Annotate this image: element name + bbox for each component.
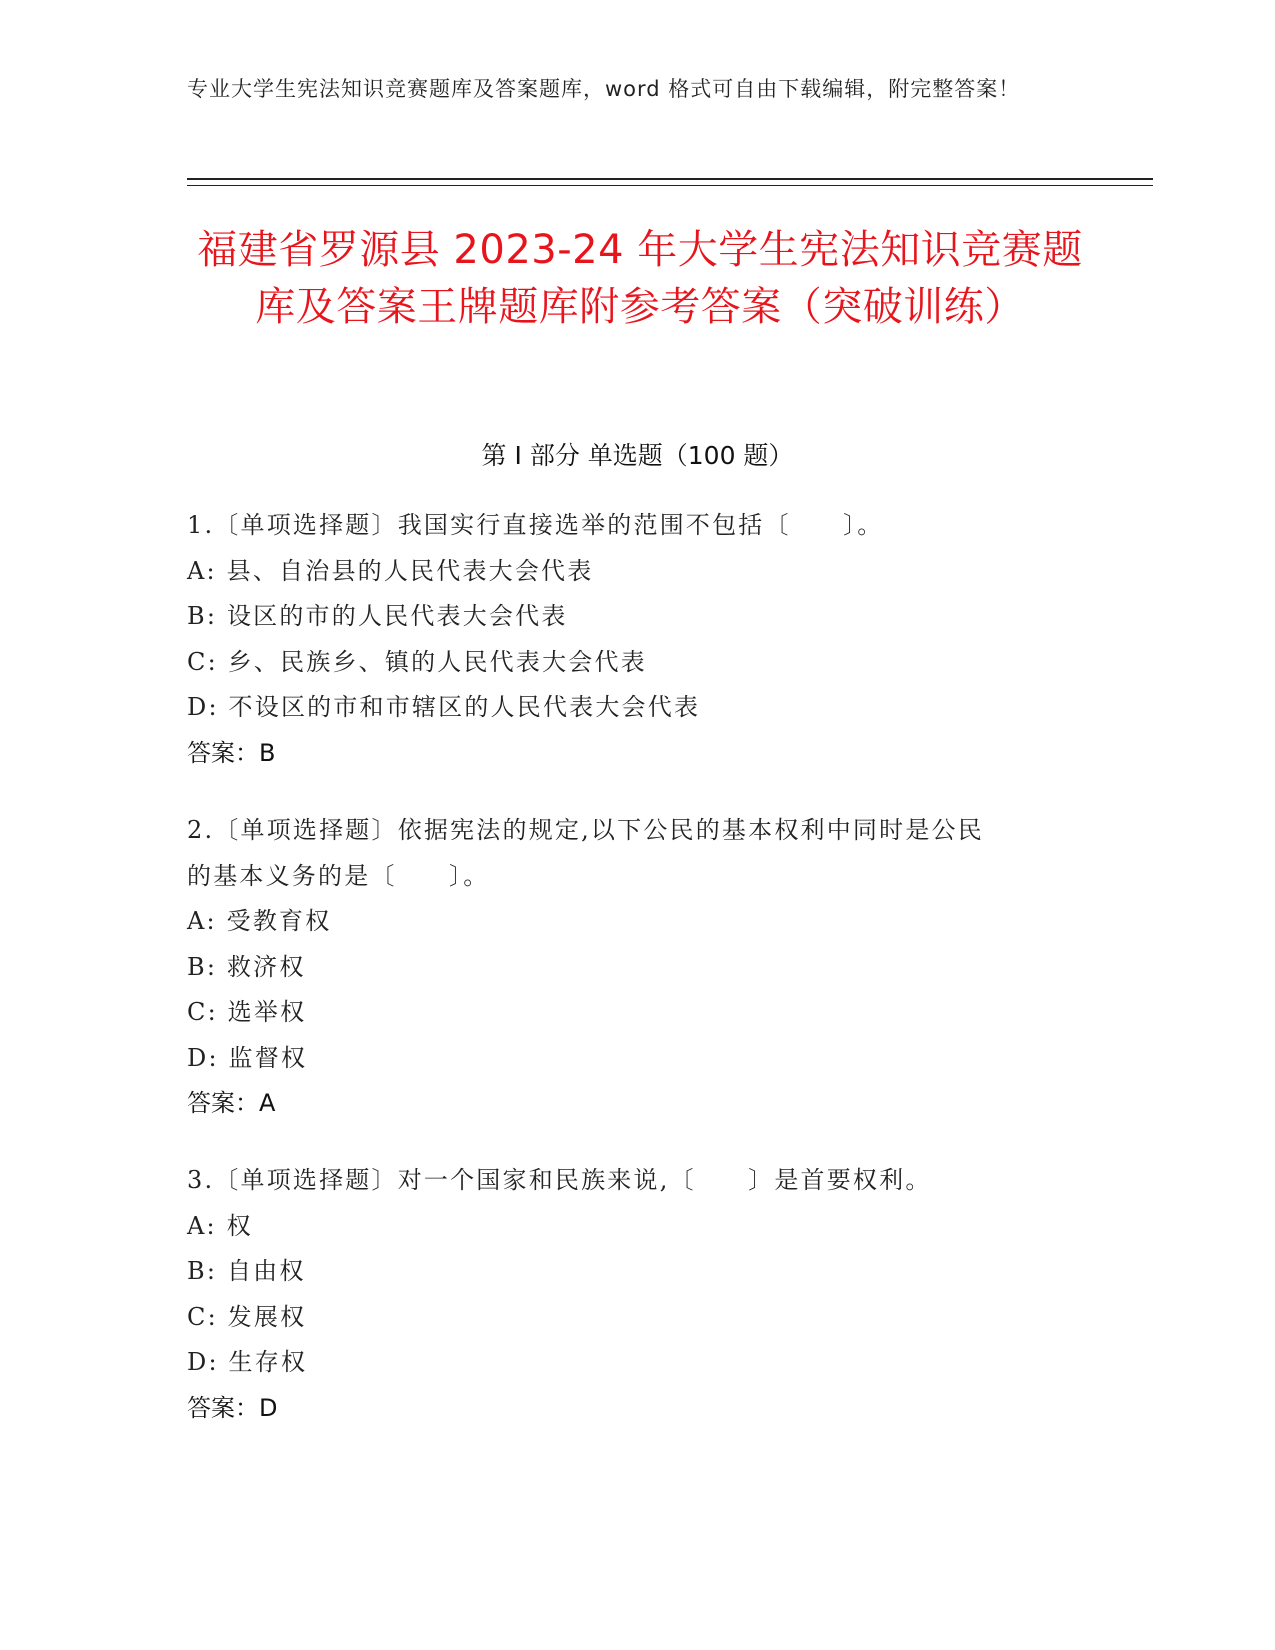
question-stem: 3.〔单项选择题〕对一个国家和民族来说,〔 〕是首要权利。: [187, 1166, 932, 1194]
option-b: B: 救济权: [187, 952, 306, 981]
option-d: D: 不设区的市和市辖区的人民代表大会代表: [187, 693, 701, 721]
answer-label: 答案：D: [187, 1393, 278, 1422]
option-a: A: 受教育权: [187, 907, 332, 935]
option-d: D: 监督权: [187, 1043, 308, 1072]
question-stem: 2.〔单项选择题〕依据宪法的规定,以下公民的基本权利中同时是公民: [187, 816, 984, 844]
question-block-1: [187, 503, 1087, 776]
header-rule-thick: [187, 178, 1153, 180]
header-rule-thin: [187, 185, 1153, 186]
header-note: 专业大学生宪法知识竞赛题库及答案题库，word 格式可自由下载编辑，附完整答案！: [187, 77, 1021, 101]
option-b: B: 设区的市的人民代表大会代表: [187, 602, 568, 630]
option-a: A: 权: [187, 1211, 253, 1240]
question-block-2: [187, 808, 1087, 1127]
question-block-3: [187, 1158, 1087, 1431]
option-c: C: 选举权: [187, 998, 307, 1026]
question-stem-continued: 的基本义务的是〔 〕。: [187, 861, 490, 890]
option-c: C: 乡、民族乡、镇的人民代表大会代表: [187, 647, 647, 676]
section-title: 第 I 部分 单选题（100 题）: [481, 441, 794, 470]
document-title: 福建省罗源县 2023-24 年大学生宪法知识竞赛题库及答案王牌题库附参考答案（突破训练）: [197, 227, 1083, 330]
option-d: D: 生存权: [187, 1348, 308, 1376]
option-c: C: 发展权: [187, 1302, 307, 1331]
answer-label: 答案：A: [187, 1089, 276, 1117]
question-stem: 1.〔单项选择题〕我国实行直接选举的范围不包括〔 〕。: [187, 511, 884, 539]
option-b: B: 自由权: [187, 1257, 306, 1285]
answer-label: 答案：B: [187, 738, 276, 767]
option-a: A: 县、自治县的人民代表大会代表: [187, 556, 594, 585]
